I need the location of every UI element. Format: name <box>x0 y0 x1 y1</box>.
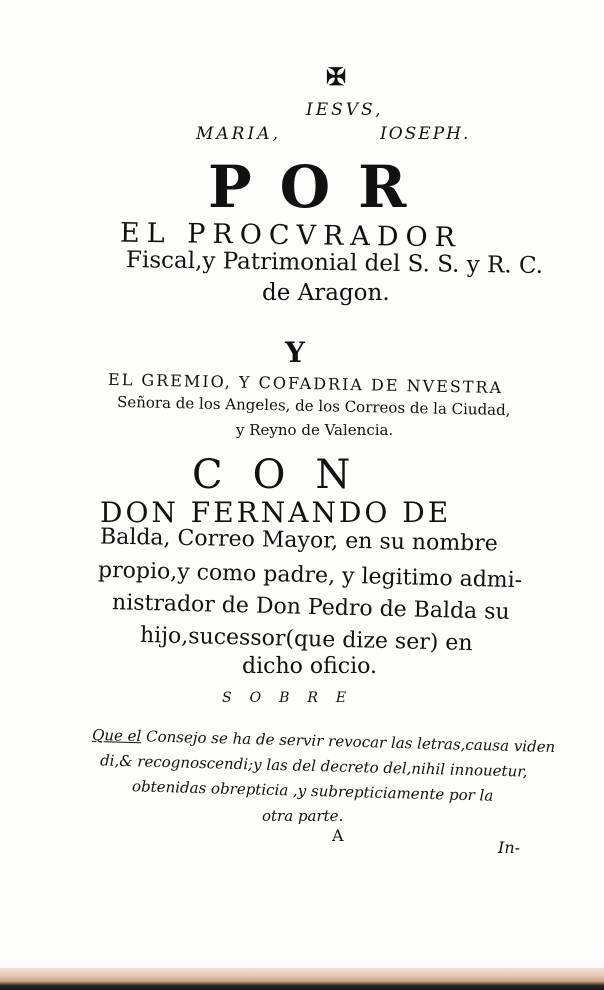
subject-line-1 <box>92 726 556 756</box>
page-title: POR <box>208 153 435 221</box>
about-heading: SOBRE <box>222 690 365 706</box>
subject-line-2: di,& recognoscendi;y las del decreto del,nihil innouetur, <box>99 751 528 781</box>
invocation-line-1: IESVS, <box>306 100 384 120</box>
party3-line-1: DON FERNANDO DE <box>100 496 452 529</box>
party3-line-6: dicho oficio. <box>242 654 377 679</box>
against-heading: CON <box>192 452 381 498</box>
party3-line-5: hijo,sucessor(que dize ser) en <box>139 622 473 657</box>
invocation-maria: MARIA, <box>196 124 281 144</box>
invocation-joseph: IOSEPH. <box>380 124 471 144</box>
signature-mark: A <box>332 826 344 845</box>
party2-line-1: EL GREMIO, Y COFADRIA DE NVESTRA <box>107 369 504 398</box>
cross-icon: ✠ <box>326 62 347 91</box>
party3-line-2: Balda, Correo Mayor, en su nombre <box>99 524 499 557</box>
party2-line-3: y Reyno de Valencia. <box>236 421 394 439</box>
party1-line-2: Fiscal,y Patrimonial del S. S. y R. C. <box>125 247 544 279</box>
party3-line-3: propio,y como padre, y legitimo admi- <box>97 557 523 594</box>
party1-line-1: EL PROCVRADOR <box>119 217 463 254</box>
subject-line-4: otra parte. <box>262 807 344 825</box>
subject-lead-underlined: Que el <box>91 725 142 746</box>
catchword: In- <box>498 838 521 857</box>
party3-line-4: nistrador de Don Pedro de Balda su <box>111 590 510 625</box>
page-edge-shadow <box>0 968 604 990</box>
subject-line-1-rest: Consejo se ha de servir revocar las letras,causa viden <box>141 727 556 757</box>
conjunction: Y <box>285 336 305 369</box>
party1-line-3: de Aragon. <box>262 280 390 306</box>
party2-line-2: Señora de los Angeles, de los Correos de la Ciudad, <box>116 392 511 420</box>
subject-line-3: obtenidas obrepticia ,y subrepticiamente por la <box>131 777 494 805</box>
